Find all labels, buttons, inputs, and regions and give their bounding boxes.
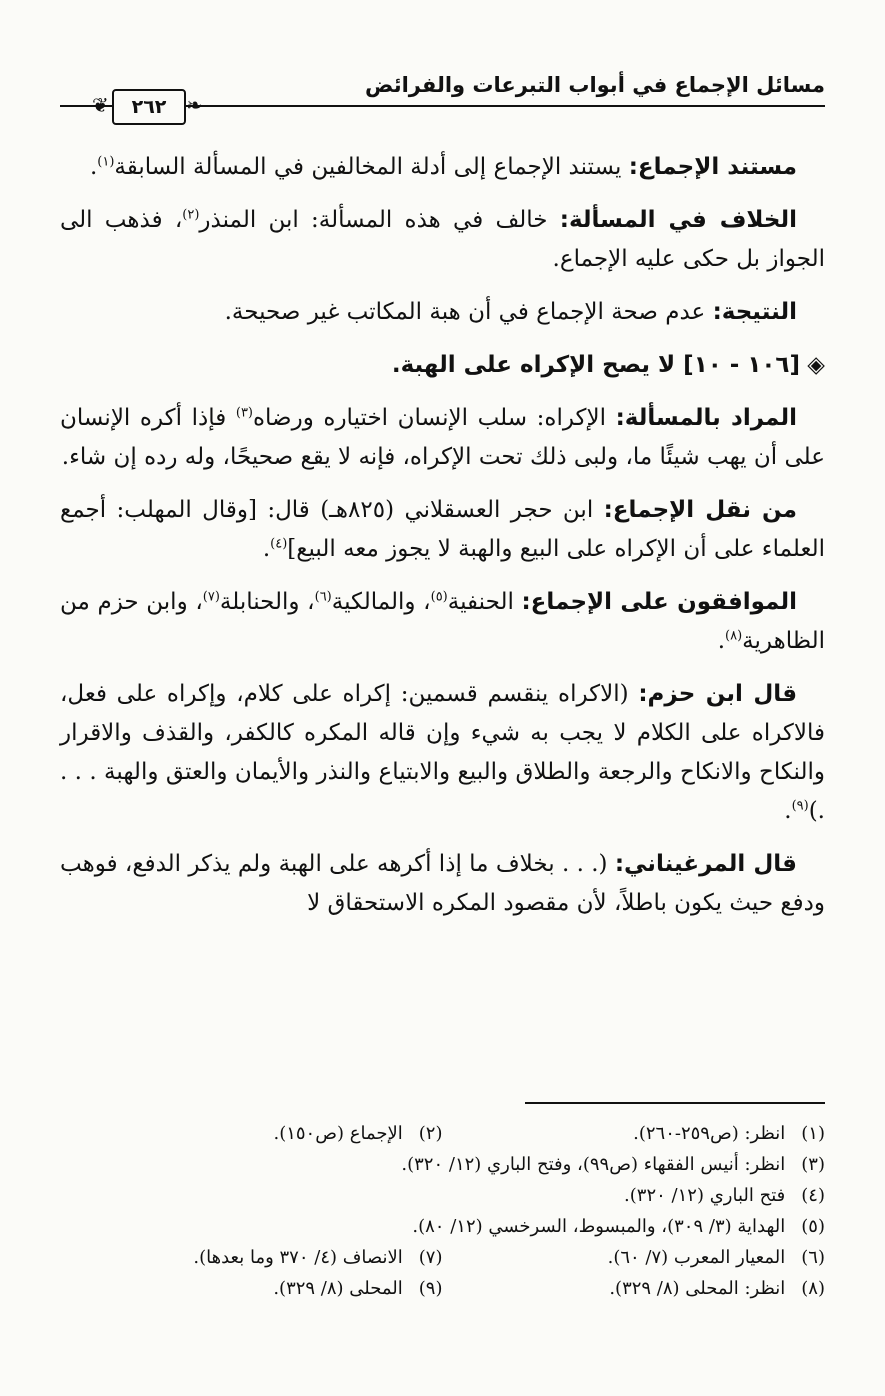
label-ibn-hazm: قال ابن حزم: [638, 681, 797, 707]
footnote-row [60, 1180, 825, 1211]
footnote-4 [624, 1180, 825, 1211]
footnote-ref-9: (٩) [791, 798, 809, 814]
footnote-3 [401, 1149, 825, 1180]
footnotes [60, 1118, 825, 1304]
footnote-row [60, 1118, 825, 1149]
label-dispute: الخلاف في المسألة: [559, 207, 797, 233]
label-transmitter: من نقل الإجماع: [603, 497, 797, 523]
paragraph-result-text: عدم صحة الإجماع في أن هبة المكاتب غير صحيحة. [224, 299, 713, 325]
paragraph-marghinani-text: (. . . بخلاف ما إذا أكرهه على الهبة ولم يذكر الدفع، فوهب ودفع حيث يكون باطلاً، لأن مقصود المكره الاستحقاق لا [60, 851, 825, 916]
footnote-ref-6: (٦) [314, 589, 332, 605]
paragraph-dispute-end: ، فذهب الى الجواز بل حكى عليه الإجماع. [60, 207, 825, 272]
footnote-5 [412, 1211, 825, 1242]
footnote-ref-3: (٣) [235, 405, 253, 421]
paragraph-ibn-hazm-end: . [784, 798, 792, 824]
paragraph-dispute-text: خالف في هذه المسألة: ابن المنذر [199, 207, 560, 233]
diamond-bullet-icon: ◈ [807, 352, 825, 378]
paragraph-transmitter [60, 491, 825, 569]
footnote-text: المحلى (٨/ ٣٢٩). [273, 1278, 403, 1299]
footnote-ref-4: (٤) [270, 536, 288, 552]
footnote-6 [443, 1242, 826, 1273]
footnote-row [60, 1242, 825, 1273]
label-evidence: مستند الإجماع: [628, 154, 797, 180]
footnote-ref-5: (٥) [430, 589, 448, 605]
paragraph-result [60, 293, 825, 332]
paragraph-dispute [60, 201, 825, 279]
footnote-text: انظر: المحلى (٨/ ٣٢٩). [609, 1278, 786, 1299]
paragraph-evidence-end: . [89, 154, 98, 180]
agreeing-zahiri: ، وابن حزم من الظاهرية [60, 589, 825, 654]
footnote-row [60, 1149, 825, 1180]
paragraph-meaning-end: فإذا أكره الإنسان على أن يهب شيئًا ما، ولبى ذلك تحت الإكراه، فإنه لا يقع صحيحًا، وله رده إن شاء. [60, 405, 825, 470]
footnote-ref-2: (٢) [182, 207, 200, 223]
footnote-text: الهداية (٣/ ٣٠٩)، والمبسوط، السرخسي (١٢/ ٨٠). [412, 1216, 786, 1237]
footnote-row [60, 1273, 825, 1304]
section-heading [60, 346, 825, 385]
page-number: ٢٦٢ [112, 89, 186, 125]
footnote-ref-1: (١) [97, 154, 115, 170]
footnote-8 [443, 1273, 826, 1304]
footnote-2 [60, 1118, 443, 1149]
footnote-marker: (٢) [418, 1123, 443, 1144]
footnote-text: الانصاف (٤/ ٣٧٠ وما بعدها). [193, 1247, 403, 1268]
paragraph-meaning [60, 399, 825, 477]
paragraph-agreeing-end: . [717, 628, 726, 654]
paragraph-meaning-text: الإكراه: سلب الإنسان اختياره ورضاه [253, 405, 616, 431]
agreeing-hanbali: ، والحنابلة [219, 589, 315, 615]
paragraph-evidence-text: يستند الإجماع إلى أدلة المخالفين في المسألة السابقة [114, 154, 629, 180]
label-result: النتيجة: [712, 299, 797, 325]
paragraph-agreeing [60, 583, 825, 661]
footnote-ref-7: (٧) [202, 589, 220, 605]
main-text [60, 148, 825, 937]
label-meaning: المراد بالمسألة: [615, 405, 797, 431]
label-agreeing: الموافقون على الإجماع: [521, 589, 797, 615]
paragraph-transmitter-text: ابن حجر العسقلاني (٨٢٥هـ) قال: [وقال المهلب: أجمع العلماء على أن الإكراه على البيع والهبة لا يجوز معه البيع] [60, 497, 825, 562]
footnote-text: الإجماع (ص١٥٠). [273, 1123, 403, 1144]
footnote-row [60, 1211, 825, 1242]
footnote-text: فتح الباري (١٢/ ٣٢٠). [624, 1185, 786, 1206]
footnote-text: المعيار المعرب (٧/ ٦٠). [607, 1247, 786, 1268]
ornament-right-icon: ❧ [186, 93, 203, 117]
footnote-marker: (٤) [801, 1185, 825, 1206]
agreeing-hanafi: الحنفية [447, 589, 522, 615]
agreeing-maliki: ، والمالكية [331, 589, 431, 615]
footnote-marker: (٥) [801, 1216, 825, 1237]
footnote-9 [60, 1273, 443, 1304]
label-marghinani: قال المرغيناني: [614, 851, 797, 877]
footnote-marker: (٩) [418, 1278, 443, 1299]
paragraph-ibn-hazm [60, 675, 825, 831]
footnote-ref-8: (٨) [725, 628, 743, 644]
footnote-divider [525, 1102, 825, 1104]
footnote-marker: (٣) [801, 1154, 825, 1175]
paragraph-evidence [60, 148, 825, 187]
section-title: [١٠٦ - ١٠] لا يصح الإكراه على الهبة. [391, 352, 800, 378]
footnote-marker: (٦) [801, 1247, 825, 1268]
footnote-text: انظر: أنيس الفقهاء (ص٩٩)، وفتح الباري (١٢/ ٣٢٠). [401, 1154, 786, 1175]
paragraph-marghinani [60, 845, 825, 923]
footnote-text: انظر: (ص٢٥٩-٢٦٠). [633, 1123, 786, 1144]
footnote-marker: (٨) [801, 1278, 825, 1299]
footnote-1 [443, 1118, 826, 1149]
paragraph-ibn-hazm-text: (الاكراه ينقسم قسمين: إكراه على كلام، وإكراه على فعل، فالاكراه على الكلام لا يجب به شيء وإن قاله المكره كالكفر، والقذف والاقرار والنكاح والانكاح والرجعة والطلاق والبيع والابتياع والنذر والأيمان والعتق والهبة . . . .) [60, 681, 825, 824]
running-title: مسائل الإجماع في أبواب التبرعات والفرائض [365, 73, 825, 97]
footnote-marker: (٧) [418, 1247, 443, 1268]
footnote-marker: (١) [801, 1123, 825, 1144]
footnote-7 [60, 1242, 443, 1273]
paragraph-transmitter-end: . [262, 536, 271, 562]
ornament-left-icon: ❦ [92, 93, 109, 117]
